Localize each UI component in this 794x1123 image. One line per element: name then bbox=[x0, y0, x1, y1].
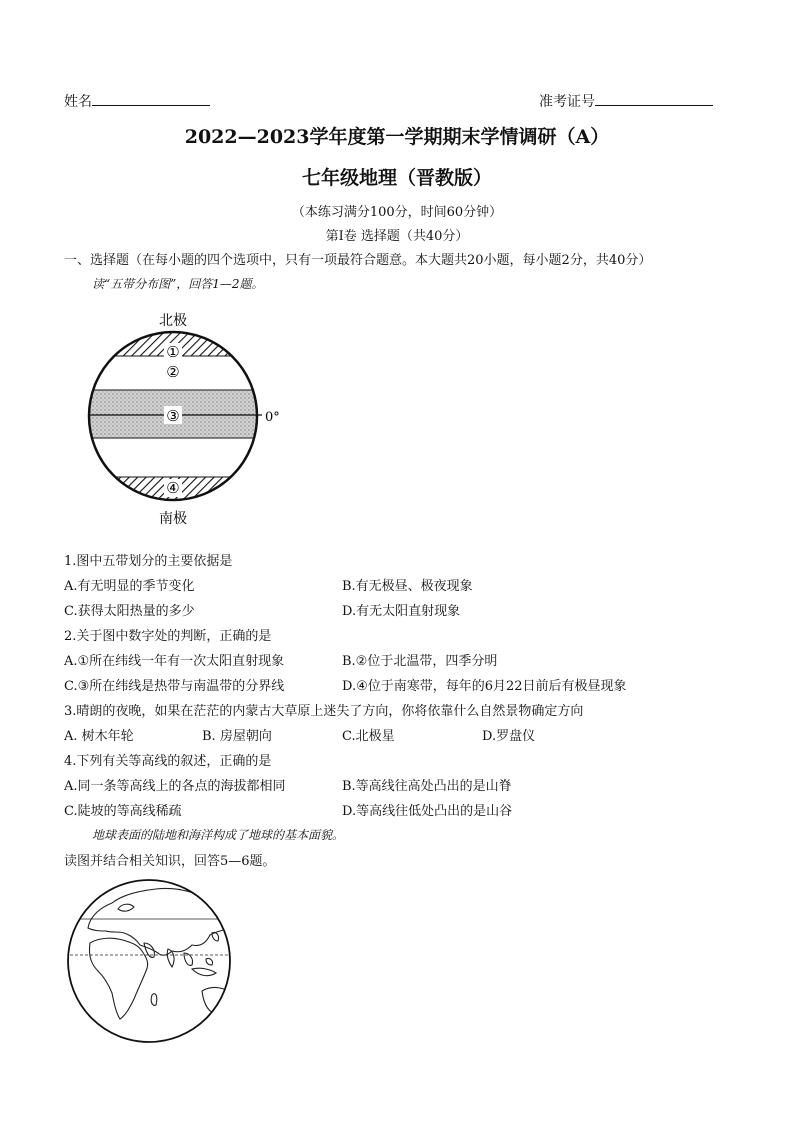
zone-1-marker: ① bbox=[166, 343, 180, 361]
q3-option-c[interactable]: C.北极星 bbox=[342, 729, 395, 744]
passage-text: 地球表面的陆地和海洋构成了地球的基本面貌。 bbox=[92, 828, 345, 842]
q1-option-d[interactable]: D.有无太阳直射现象 bbox=[342, 604, 461, 619]
q2-option-a[interactable]: A.①所在纬线一年有一次太阳直射现象 bbox=[64, 654, 285, 669]
zone-3-marker: ③ bbox=[166, 407, 180, 425]
q2-option-c[interactable]: C.③所在纬线是热带与南温带的分界线 bbox=[64, 679, 285, 694]
page-subtitle: 七年级地理（晋教版） bbox=[301, 167, 492, 189]
q1-option-c[interactable]: C.获得太阳热量的多少 bbox=[64, 604, 195, 619]
name-blank[interactable] bbox=[92, 91, 210, 106]
section-heading: 一、选择题（在每小题的四个选项中，只有一项最符合题意。本大题共20小题，每小题2分，共40分） bbox=[64, 253, 652, 268]
figure2-caption: 读图并结合相关知识，回答5—6题。 bbox=[64, 854, 276, 869]
q3-option-b[interactable]: B. 房屋朝向 bbox=[202, 729, 272, 744]
indonesia-outline bbox=[192, 968, 216, 975]
south-pole-label: 南极 bbox=[159, 511, 187, 527]
exam-id-label: 准考证号 bbox=[539, 94, 595, 110]
zone-4-marker: ④ bbox=[166, 479, 180, 497]
q4-option-c[interactable]: C.陡坡的等高线稀疏 bbox=[64, 804, 182, 819]
q1-stem: 1.图中五带划分的主要依据是 bbox=[64, 554, 233, 569]
q2-option-b[interactable]: B.②位于北温带，四季分明 bbox=[342, 654, 498, 669]
north-pole-label: 北极 bbox=[159, 313, 187, 329]
name-field bbox=[64, 91, 210, 111]
q2-stem: 2.关于图中数字处的判断，正确的是 bbox=[64, 629, 272, 644]
exam-note: （本练习满分100分，时间60分钟） bbox=[291, 205, 503, 220]
eastern-hemisphere-globe bbox=[60, 873, 240, 1053]
volume-heading: 第Ⅰ卷 选择题（共40分） bbox=[325, 229, 469, 244]
name-label: 姓名 bbox=[64, 94, 92, 110]
madagascar-outline bbox=[151, 994, 157, 1006]
q2-option-d[interactable]: D.④位于南寒带，每年的6月22日前后有极昼现象 bbox=[342, 679, 627, 694]
zone-2-marker: ② bbox=[166, 363, 180, 381]
exam-id-blank[interactable] bbox=[595, 91, 713, 106]
q1-option-b[interactable]: B.有无极昼、极夜现象 bbox=[342, 579, 473, 594]
philippines-outline bbox=[206, 958, 213, 965]
q3-option-a[interactable]: A. 树木年轮 bbox=[64, 729, 134, 744]
five-zones-figure bbox=[80, 305, 300, 530]
q1-option-a[interactable]: A.有无明显的季节变化 bbox=[64, 579, 195, 594]
page-title: 2022—2023学年度第一学期期末学情调研（A） bbox=[184, 126, 610, 148]
africa-outline bbox=[89, 938, 147, 1019]
q4-option-d[interactable]: D.等高线往低处凸出的是山谷 bbox=[342, 804, 513, 819]
figure1-caption: 读“五带分布图”，回答1—2题。 bbox=[92, 277, 264, 291]
q4-stem: 4.下列有关等高线的叙述，正确的是 bbox=[64, 754, 272, 769]
australia-outline bbox=[202, 988, 232, 1015]
exam-id-field bbox=[539, 91, 713, 111]
eurasia-outline bbox=[88, 888, 230, 955]
equator-label: 0° bbox=[265, 410, 280, 425]
q4-option-b[interactable]: B.等高线往高处凸出的是山脊 bbox=[342, 779, 512, 794]
q4-option-a[interactable]: A.同一条等高线上的各点的海拔都相同 bbox=[64, 779, 286, 794]
scandinavia-outline bbox=[118, 904, 134, 911]
q3-stem: 3.晴朗的夜晚，如果在茫茫的内蒙古大草原上迷失了方向，你将依靠什么自然景物确定方向 bbox=[64, 704, 584, 719]
q3-option-d[interactable]: D.罗盘仪 bbox=[482, 729, 536, 744]
